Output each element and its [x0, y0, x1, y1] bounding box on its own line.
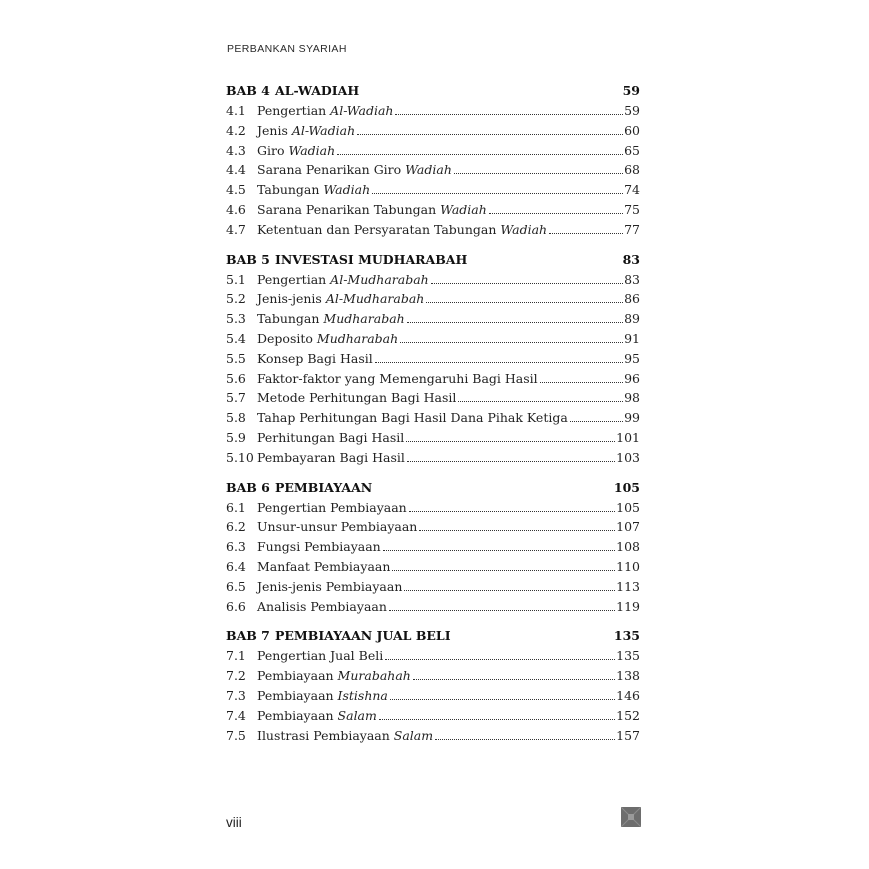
dot-leader [435, 738, 615, 740]
chapter-label: BAB 7 [226, 628, 270, 644]
entry-title-text: Tabungan [257, 311, 324, 327]
entry-title-text: Sarana Penarikan Giro [257, 162, 406, 178]
entry-title-text: Pembiayaan [257, 687, 338, 703]
toc-entry[interactable] [226, 309, 640, 329]
entry-title-text: Analisis Pembiayaan [257, 598, 387, 614]
entry-page: 59 [624, 103, 640, 118]
entry-number: 5.7 [226, 390, 246, 406]
entry-title-text: Pengertian Jual Beli [257, 648, 384, 664]
entry-page: 103 [616, 449, 640, 465]
entry-number: 6.2 [226, 519, 246, 535]
entry-page: 65 [624, 142, 640, 158]
entry-number: 5.9 [226, 429, 246, 445]
chapter-heading[interactable] [226, 625, 640, 646]
entry-number: 4.6 [226, 201, 246, 217]
entry-title [257, 557, 390, 577]
entry-page: 157 [616, 727, 640, 743]
entry-title-italic: Wadiah [440, 201, 487, 217]
entry-title [257, 448, 405, 468]
entry-page: 91 [624, 330, 640, 346]
entry-title [257, 408, 568, 428]
entry-page: 98 [624, 390, 640, 406]
toc-entry[interactable] [226, 388, 640, 408]
entry-title [257, 369, 538, 389]
entry-title [257, 309, 405, 329]
entry-title-italic: Wadiah [288, 142, 336, 158]
dot-leader [454, 172, 623, 174]
dot-leader [431, 282, 623, 284]
entry-title-text: Pembayaran Bagi Hasil [257, 449, 405, 465]
dot-leader [407, 460, 615, 462]
dot-leader [357, 133, 623, 135]
entry-number: 4.3 [226, 142, 246, 158]
entry-title [257, 289, 424, 309]
entry-page: 146 [616, 687, 640, 703]
entry-title [257, 498, 407, 518]
entry-page: 95 [624, 350, 640, 366]
toc-entry[interactable] [226, 428, 640, 448]
dot-leader [570, 420, 623, 422]
dot-leader [392, 569, 615, 571]
entry-number: 5.3 [226, 311, 246, 327]
entry-page: 101 [616, 429, 640, 445]
chapter-title: INVESTASI MUDHARABAH [275, 251, 468, 267]
entry-title-text: Deposito [257, 330, 317, 346]
toc-entry[interactable] [226, 369, 640, 389]
toc-entry[interactable] [226, 498, 640, 518]
entry-page: 75 [624, 201, 640, 217]
entry-number: 7.1 [226, 648, 246, 664]
entry-number: 7.2 [226, 668, 246, 684]
entry-title-text: Pengertian [257, 103, 331, 118]
entry-title [257, 646, 383, 666]
entry-title-italic: Al-Wadiah [291, 122, 356, 138]
toc-entry[interactable] [226, 706, 640, 726]
toc-entry[interactable] [226, 686, 640, 706]
entry-title-text: Jenis [257, 122, 292, 138]
toc-entry[interactable] [226, 349, 640, 369]
dot-leader [409, 510, 615, 512]
dot-leader [489, 212, 623, 214]
entry-page: 68 [624, 162, 640, 178]
entry-title-text: Ilustrasi Pembiayaan [257, 727, 394, 743]
entry-title [257, 141, 335, 161]
entry-title-text: Fungsi Pembiayaan [257, 539, 381, 555]
chapter-page: 105 [613, 479, 640, 495]
entry-page: 113 [616, 578, 640, 594]
dot-leader [549, 232, 623, 234]
entry-title-italic: Istishna [337, 687, 388, 703]
page-number: viii [226, 815, 242, 830]
toc-entry[interactable] [226, 270, 640, 290]
dot-leader [458, 400, 623, 402]
entry-page: 135 [616, 648, 640, 664]
toc-entry[interactable] [226, 517, 640, 537]
dot-leader [390, 698, 615, 700]
entry-page: 99 [624, 410, 640, 426]
chapter-title: PEMBIAYAAN JUAL BELI [275, 628, 451, 644]
chapter-section [226, 625, 640, 745]
toc-entry[interactable] [226, 141, 640, 161]
entry-number: 7.4 [226, 707, 246, 723]
table-of-contents [226, 80, 640, 754]
entry-title-text: Tahap Perhitungan Bagi Hasil Dana Pihak Ketiga [257, 410, 568, 426]
entry-title-italic: Mudharabah [323, 311, 405, 327]
chapter-section [226, 249, 640, 468]
entry-page: 89 [624, 311, 640, 327]
entry-title [257, 349, 373, 369]
chapter-title: AL-WADIAH [275, 83, 360, 98]
entry-title-italic: Al-Mudharabah [325, 291, 425, 307]
entry-number: 7.5 [226, 727, 246, 743]
entry-page: 60 [624, 122, 640, 138]
running-head: PERBANKAN SYARIAH [227, 43, 347, 55]
entry-title-text: Pengertian Pembiayaan [257, 499, 407, 515]
entry-title-text: Konsep Bagi Hasil [257, 350, 373, 366]
entry-title-text: Perhitungan Bagi Hasil [257, 429, 405, 445]
toc-entry[interactable] [226, 537, 640, 557]
entry-page: 110 [616, 558, 640, 574]
entry-title-text: Ketentuan dan Persyaratan Tabungan [257, 221, 501, 237]
toc-entry[interactable] [226, 577, 640, 597]
toc-entry[interactable] [226, 121, 640, 141]
entry-title-italic: Salam [337, 707, 377, 723]
dot-leader [385, 658, 615, 660]
entry-number: 7.3 [226, 687, 246, 703]
entry-title-italic: Wadiah [405, 162, 452, 178]
entry-title [257, 597, 387, 617]
entry-number: 5.4 [226, 330, 246, 346]
entry-title-text: Jenis-jenis Pembiayaan [257, 578, 403, 594]
entry-number: 5.5 [226, 350, 246, 366]
toc-entry[interactable] [226, 726, 640, 746]
entry-title [257, 329, 398, 349]
dot-leader [540, 381, 623, 383]
entry-number: 6.3 [226, 539, 246, 555]
entry-title-italic: Al-Wadiah [330, 103, 394, 118]
entry-number: 5.10 [226, 449, 254, 465]
entry-number: 6.4 [226, 558, 246, 574]
entry-page: 96 [624, 370, 640, 386]
entry-title-text: Giro [257, 142, 289, 158]
entry-page: 107 [616, 519, 640, 535]
toc-entry[interactable] [226, 329, 640, 349]
chapter-heading[interactable] [226, 80, 640, 101]
toc-entry[interactable] [226, 666, 640, 686]
entry-title [257, 180, 370, 200]
chapter-section [226, 477, 640, 617]
toc-entry[interactable] [226, 200, 640, 220]
entry-title-text: Tabungan [257, 182, 324, 198]
entry-number: 4.5 [226, 182, 246, 198]
entry-page: 119 [616, 598, 640, 614]
entry-title-text: Unsur-unsur Pembiayaan [257, 519, 418, 535]
chapter-heading[interactable] [226, 477, 640, 498]
entry-number: 5.2 [226, 291, 246, 307]
chapter-label: BAB 4 [226, 83, 270, 98]
entry-number: 4.1 [226, 103, 246, 118]
toc-entry[interactable] [226, 180, 640, 200]
entry-number: 4.4 [226, 162, 246, 178]
entry-number: 6.1 [226, 499, 246, 515]
entry-number: 6.6 [226, 598, 246, 614]
entry-page: 74 [624, 182, 640, 198]
entry-page: 77 [624, 221, 640, 237]
corner-mark-icon [621, 807, 641, 827]
dot-leader [395, 113, 623, 115]
entry-page: 105 [616, 499, 640, 515]
entry-number: 5.8 [226, 410, 246, 426]
dot-leader [426, 301, 623, 303]
chapter-title: PEMBIAYAAN [275, 479, 373, 495]
entry-page: 86 [624, 291, 640, 307]
entry-page: 138 [616, 668, 640, 684]
toc-entry[interactable] [226, 408, 640, 428]
entry-title-text: Jenis-jenis [257, 291, 326, 307]
entry-page: 108 [616, 539, 640, 555]
entry-title [257, 577, 402, 597]
entry-number: 6.5 [226, 578, 246, 594]
chapter-heading[interactable] [226, 249, 640, 270]
toc-entry[interactable] [226, 557, 640, 577]
chapter-section [226, 80, 640, 240]
chapter-page: 59 [622, 83, 640, 98]
toc-entry[interactable] [226, 646, 640, 666]
entry-title [257, 706, 377, 726]
entry-title-text: Manfaat Pembiayaan [257, 558, 391, 574]
toc-entry[interactable] [226, 448, 640, 468]
dot-leader [406, 440, 615, 442]
chapter-label: BAB 6 [226, 479, 270, 495]
dot-leader [383, 549, 615, 551]
dot-leader [413, 678, 615, 680]
entry-number: 4.2 [226, 122, 246, 138]
dot-leader [407, 321, 623, 323]
entry-title-text: Faktor-faktor yang Memengaruhi Bagi Hasil [257, 370, 538, 386]
dot-leader [379, 718, 615, 720]
dot-leader [419, 529, 615, 531]
dot-leader [375, 361, 623, 363]
entry-title [257, 726, 433, 746]
entry-title [257, 686, 388, 706]
toc-entry[interactable] [226, 220, 640, 240]
dot-leader [372, 192, 623, 194]
chapter-label: BAB 5 [226, 251, 270, 267]
entry-title-italic: Salam [393, 727, 434, 743]
entry-number: 5.1 [226, 271, 246, 287]
entry-title [257, 388, 456, 408]
dot-leader [337, 153, 623, 155]
entry-title-text: Pengertian [257, 271, 331, 287]
entry-title-italic: Wadiah [500, 221, 548, 237]
entry-title-text: Pembiayaan [257, 707, 338, 723]
entry-title [257, 101, 393, 121]
entry-title [257, 220, 547, 240]
entry-title [257, 537, 381, 557]
entry-title-text: Sarana Penarikan Tabungan [257, 201, 441, 217]
chapter-page: 83 [622, 251, 640, 267]
dot-leader [389, 609, 615, 611]
entry-title-italic: Wadiah [323, 182, 371, 198]
entry-title-text: Pembiayaan [257, 668, 338, 684]
chapter-page: 135 [613, 628, 640, 644]
entry-title-italic: Mudharabah [316, 330, 399, 346]
toc-entry[interactable] [226, 101, 640, 121]
entry-title [257, 200, 487, 220]
entry-number: 4.7 [226, 221, 246, 237]
dot-leader [400, 341, 623, 343]
entry-title [257, 270, 429, 290]
entry-title [257, 666, 411, 686]
entry-page: 152 [616, 707, 640, 723]
entry-title [257, 160, 452, 180]
toc-entry[interactable] [226, 160, 640, 180]
entry-title [257, 121, 355, 141]
toc-entry[interactable] [226, 289, 640, 309]
entry-title-text: Metode Perhitungan Bagi Hasil [257, 390, 457, 406]
entry-title-italic: Murabahah [337, 668, 411, 684]
entry-title [257, 517, 417, 537]
entry-title [257, 428, 404, 448]
entry-number: 5.6 [226, 370, 246, 386]
toc-entry[interactable] [226, 597, 640, 617]
dot-leader [404, 589, 615, 591]
entry-title-italic: Al-Mudharabah [330, 271, 429, 287]
entry-page: 83 [624, 271, 640, 287]
